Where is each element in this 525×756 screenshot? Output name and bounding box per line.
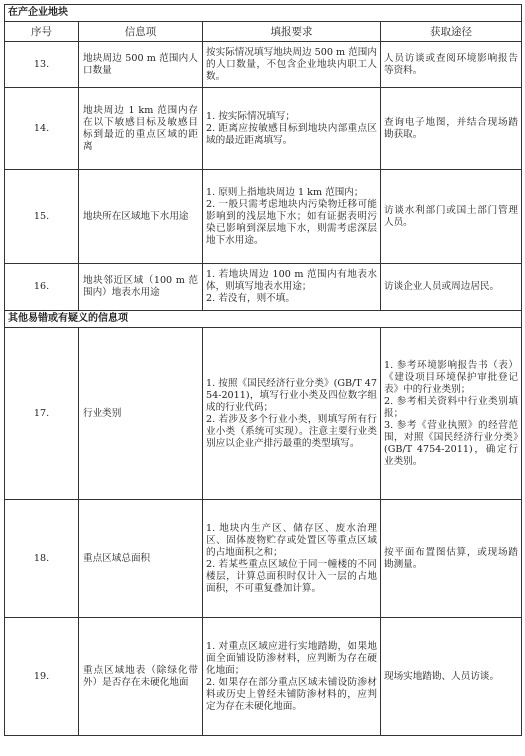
table-row (5, 328, 522, 500)
row-item: 地块邻近区域（100 m 范围内）地表水用途 (79, 264, 203, 311)
row-item: 重点区域总面积 (79, 500, 203, 618)
header-item: 信息项 (79, 22, 203, 42)
table-row (5, 618, 522, 736)
table-row (5, 170, 522, 264)
section-title-other: 其他易错或有疑义的信息项 (5, 311, 522, 328)
row-item: 重点区域地表（除绿化带外）是否存在未硬化地面 (79, 618, 203, 736)
header-no: 序号 (5, 22, 79, 42)
section-row-active (5, 5, 522, 22)
row-no: 14. (5, 88, 79, 170)
row-no: 15. (5, 170, 79, 264)
row-requirement: 1. 按照《国民经济行业分类》(GB/T 4754-2011)，填写行业小类及四位数字组成的行业代码； 2. 若涉及多个行业小类，则填写所有行业小类（系统可实现）。注意主要行业类别应以企业产排污最重的类型填写。 (203, 328, 381, 500)
row-source: 访谈水利部门或国土部门管理人员。 (381, 170, 522, 264)
row-source: 访谈企业人员或周边居民。 (381, 264, 522, 311)
row-source: 查询电子地图，并结合现场踏勘获取。 (381, 88, 522, 170)
row-no: 17. (5, 328, 79, 500)
row-item: 地块周边 500 m 范围内人口数量 (79, 42, 203, 88)
header-requirement: 填报要求 (203, 22, 381, 42)
row-requirement: 1. 对重点区域应进行实地踏勘，如果地面全面铺设防渗材料，应判断为存在硬化地面； 2. 如果存在部分重点区域未铺设防渗材料或历史上曾经未铺防渗材料的，应判定为存在未硬化地面。 (203, 618, 381, 736)
section-title-active: 在产企业地块 (5, 5, 522, 22)
row-no: 16. (5, 264, 79, 311)
row-source: 现场实地踏勘、人员访谈。 (381, 618, 522, 736)
table-row (5, 264, 522, 311)
table-row (5, 42, 522, 88)
row-source: 1. 参考环境影响报告书（表）《建设项目环境保护审批登记表》中的行业类别； 2. 参考相关资料中行业类别填报； 3. 参考《营业执照》的经营范围，对照《国民经济行业分类》(GB/T 4754-2011)，确定行业类别。 (381, 328, 522, 500)
row-requirement: 1. 若地块周边 100 m 范围内有地表水体，则填写地表水用途； 2. 若没有，则不填。 (203, 264, 381, 311)
row-requirement: 按实际情况填写地块周边 500 m 范围内的人口数量，不包含企业地块内职工人数。 (203, 42, 381, 88)
row-requirement: 1. 按实际情况填写； 2. 距离应按敏感目标到地块内部重点区域的最近距离填写。 (203, 88, 381, 170)
info-table (4, 4, 522, 736)
section-row-other (5, 311, 522, 328)
row-requirement: 1. 地块内生产区、储存区、废水治理区、固体废物贮存或处置区等重点区域的占地面积之和； 2. 若某些重点区域位于同一幢楼的不同楼层，计算总面积时仅计入一层的占地面积，不可重复叠加计算。 (203, 500, 381, 618)
row-no: 19. (5, 618, 79, 736)
row-source: 人员访谈或查阅环境影响报告等资料。 (381, 42, 522, 88)
row-item: 行业类别 (79, 328, 203, 500)
table-row (5, 88, 522, 170)
row-requirement: 1. 原则上指地块周边 1 km 范围内； 2. 一般只需考虑地块内污染物迁移可能影响到的浅层地下水；如有证据表明污染已影响到深层地下水，则需考虑深层地下水用途。 (203, 170, 381, 264)
row-source: 按平面布置图估算，或现场踏勘测量。 (381, 500, 522, 618)
header-source: 获取途径 (381, 22, 522, 42)
row-item: 地块周边 1 km 范围内存在以下敏感目标及敏感目标到最近的重点区域的距离 (79, 88, 203, 170)
header-row (5, 22, 522, 42)
row-no: 13. (5, 42, 79, 88)
row-no: 18. (5, 500, 79, 618)
row-item: 地块所在区域地下水用途 (79, 170, 203, 264)
table-row (5, 500, 522, 618)
